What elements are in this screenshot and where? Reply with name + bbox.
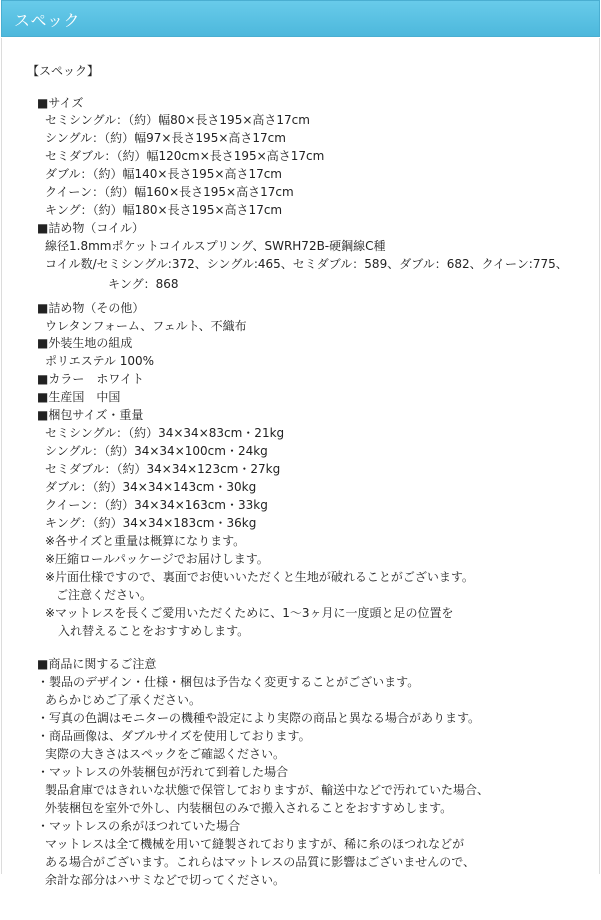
- notice-line: ・写真の色調はモニターの機種や設定により実際の商品と異なる場合があります。: [37, 711, 481, 725]
- filling-other-heading: ■詰め物（その他）: [37, 301, 145, 315]
- notice-line: 実際の大きさはスペックをご確認ください。: [45, 747, 286, 761]
- size-item: ダブル：（約）幅140×長さ195×高さ17cm: [45, 167, 282, 181]
- notice-line: マットレスは全て機械を用いて縫製されておりますが、稀に糸のほつれなどが: [45, 837, 465, 851]
- coil-count-king: キング：868: [108, 277, 179, 291]
- notice-line: ・製品のデザイン・仕様・梱包は予告なく変更することがございます。: [37, 675, 420, 689]
- color-line: ■カラー ホワイト: [37, 372, 144, 386]
- fabric-heading: ■外装生地の組成: [37, 336, 133, 350]
- package-note: ※圧縮ロールパッケージでお届けします。: [45, 552, 269, 566]
- notice-line: 余計な部分はハサミなどで切ってください。: [45, 873, 286, 887]
- package-item: ダブル：（約）34×34×143cm・30kg: [45, 480, 257, 494]
- package-item: セミダブル：（約）34×34×123cm・27kg: [45, 462, 281, 476]
- header-title: スペック: [14, 11, 81, 30]
- size-item: セミシングル：（約）幅80×長さ195×高さ17cm: [45, 113, 310, 127]
- package-note: ※各サイズと重量は概算になります。: [45, 534, 246, 548]
- size-item: セミダブル：（約）幅120cm×長さ195×高さ17cm: [45, 149, 325, 163]
- notice-heading: ■商品に関するご注意: [37, 657, 157, 671]
- package-note: 入れ替えることをおすすめします。: [58, 624, 250, 638]
- filling-other-value: ウレタンフォーム、フェルト、不織布: [45, 319, 247, 333]
- package-heading: ■梱包サイズ・重量: [37, 408, 144, 422]
- spec-header-bar: [1, 0, 600, 37]
- notice-line: 外装梱包を室外で外し、内装梱包のみで搬入されることをおすすめします。: [45, 801, 453, 815]
- notice-line: ・マットレスの糸がほつれていた場合: [37, 819, 241, 833]
- package-note: ご注意ください。: [56, 588, 153, 602]
- notice-line: 製品倉庫ではきれいな状態で保管しておりますが、輸送中などで汚れていた場合、: [45, 783, 490, 797]
- size-item: キング：（約）幅180×長さ195×高さ17cm: [45, 203, 283, 217]
- package-note: ※マットレスを長くご愛用いただくために、1～3ヶ月に一度頭と足の位置を: [45, 606, 454, 620]
- notice-line: ある場合がございます。これらはマットレスの品質に影響はございませんので、: [45, 855, 475, 869]
- size-item: シングル：（約）幅97×長さ195×高さ17cm: [45, 131, 286, 145]
- package-item: シングル：（約）34×34×100cm・24kg: [45, 444, 268, 458]
- size-item: クイーン：（約）幅160×長さ195×高さ17cm: [45, 185, 294, 199]
- notice-line: ・マットレスの外装梱包が汚れて到着した場合: [37, 765, 289, 779]
- fabric-value: ポリエステル 100%: [45, 354, 155, 368]
- package-item: セミシングル：（約）34×34×83cm・21kg: [45, 426, 285, 440]
- origin-line: ■生産国 中国: [37, 390, 121, 404]
- package-item: クイーン：（約）34×34×163cm・33kg: [45, 498, 268, 512]
- coil-count: コイル数/セミシングル:372、シングル:465、セミダブル：589、ダブル：682、クイーン:775、: [45, 257, 568, 271]
- notice-line: あらかじめご了承ください。: [45, 693, 202, 707]
- section-label: 【スペック】: [27, 64, 100, 78]
- notice-line: ・商品画像は、ダブルサイズを使用しております。: [37, 729, 311, 743]
- coil-spec: 線径1.8mmポケットコイルスプリング、SWRH72B-硬鋼線C種: [45, 239, 386, 253]
- package-item: キング：（約）34×34×183cm・36kg: [45, 516, 257, 530]
- package-note: ※片面仕様ですので、裏面でお使いいただくと生地が破れることがございます。: [45, 570, 474, 584]
- size-heading: ■サイズ: [37, 96, 84, 110]
- coil-heading: ■詰め物（コイル）: [37, 221, 144, 235]
